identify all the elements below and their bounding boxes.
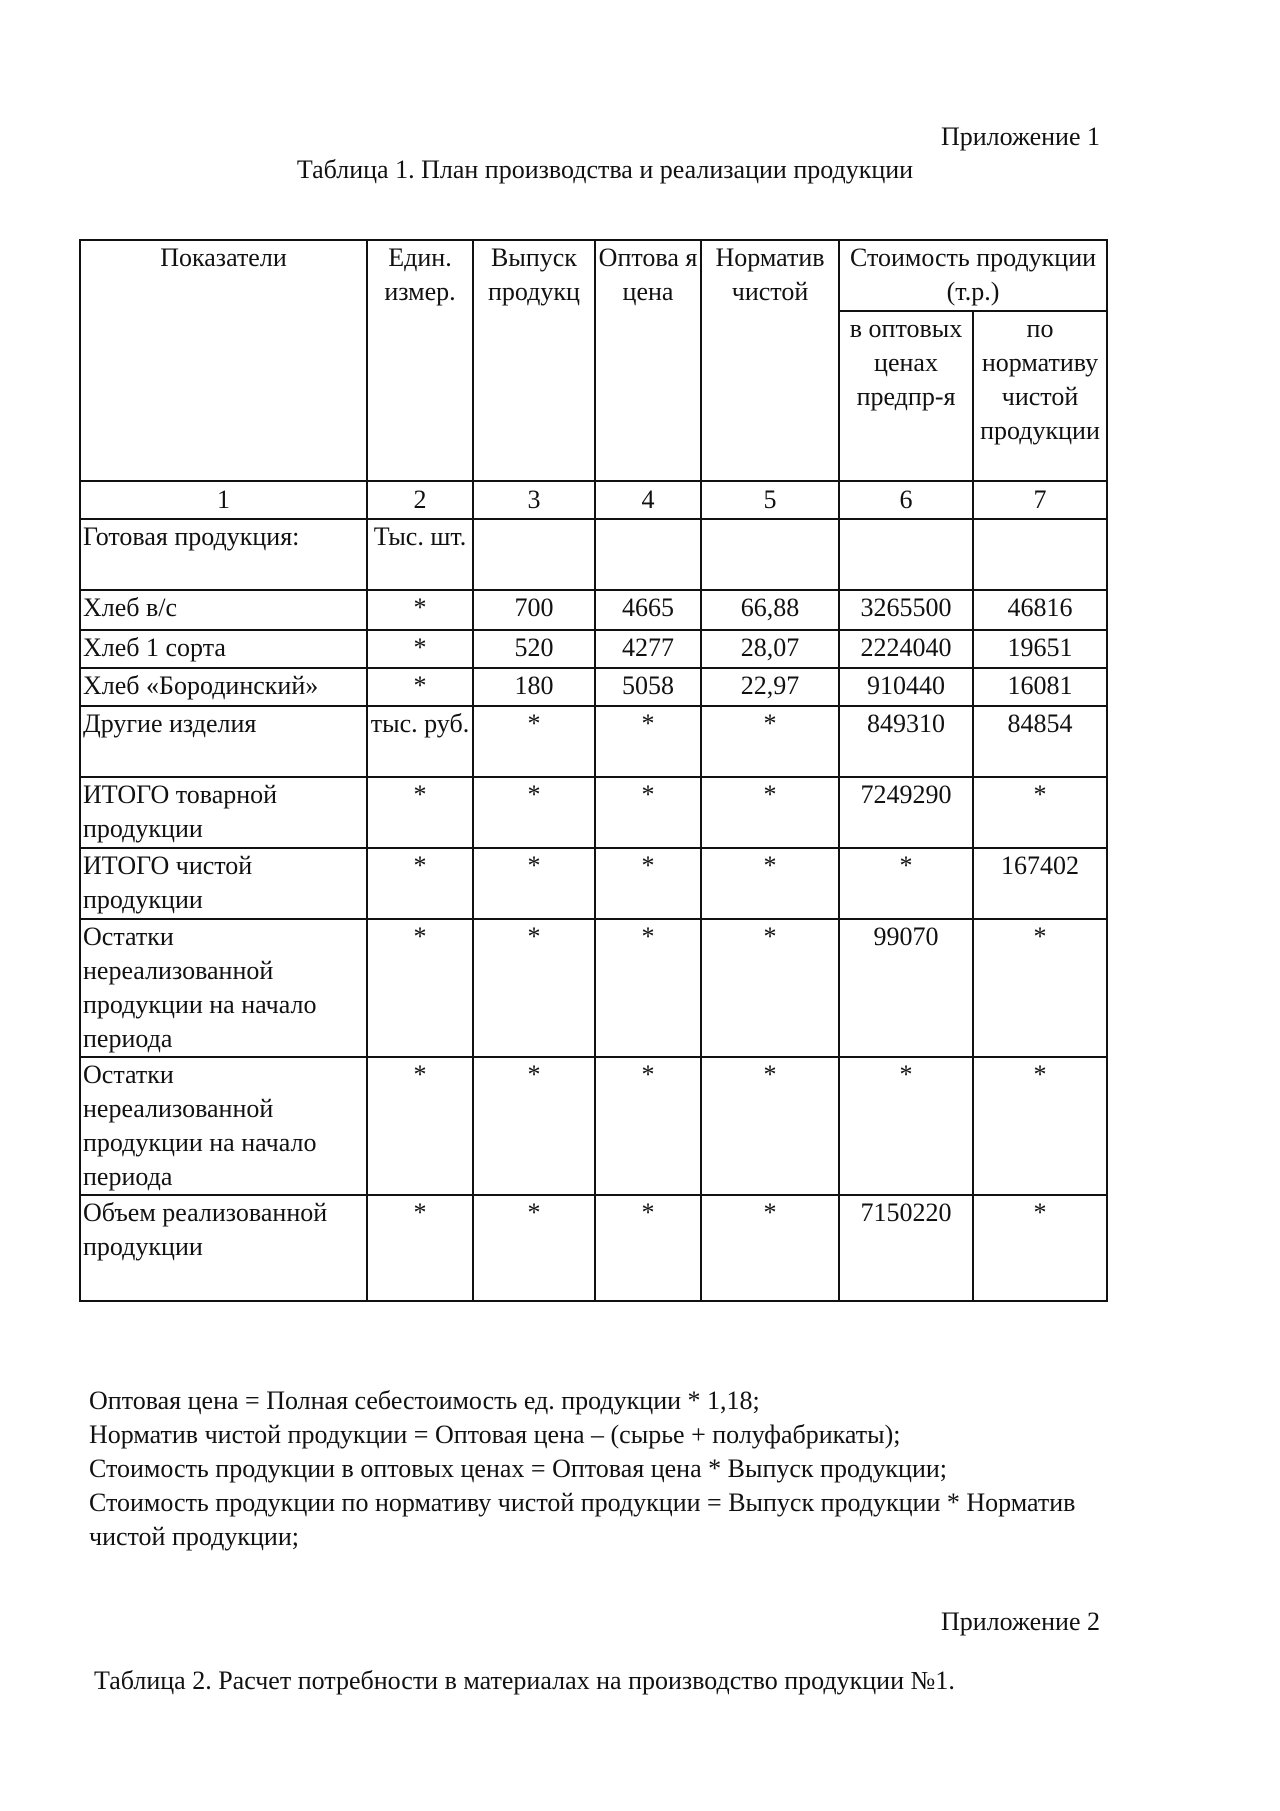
cell-norm: *: [701, 1195, 839, 1301]
table-2-title: Таблица 2. Расчет потребности в материалах на производство продукции №1.: [94, 1666, 955, 1695]
row-name: Хлеб 1 сорта: [80, 630, 367, 668]
cell-cost-norm: *: [973, 777, 1107, 848]
column-number: 6: [839, 481, 973, 519]
appendix-label: Приложение 1: [940, 122, 1100, 151]
appendix-label: Приложение 2: [940, 1607, 1100, 1636]
cell-price: *: [595, 706, 701, 777]
table-row: [80, 668, 1107, 706]
cell-output: *: [473, 777, 595, 848]
cell-unit: *: [367, 668, 473, 706]
formula-notes: [89, 1384, 1099, 1554]
table-row: [80, 777, 1107, 848]
table-row: [80, 1057, 1107, 1195]
header-unit: Един. измер.: [367, 240, 473, 481]
column-number: 5: [701, 481, 839, 519]
cell-norm: *: [701, 706, 839, 777]
cell-output: *: [473, 706, 595, 777]
table-row: [80, 848, 1107, 919]
column-number: 3: [473, 481, 595, 519]
header-cost: Стоимость продукции (т.р.): [839, 240, 1107, 311]
cell-price: *: [595, 919, 701, 1057]
cell-cost-norm: 84854: [973, 706, 1107, 777]
cell-cost-wholesale: 7150220: [839, 1195, 973, 1301]
cell-unit: *: [367, 630, 473, 668]
table-row: [80, 1195, 1107, 1301]
column-number: 2: [367, 481, 473, 519]
header-output: Выпуск продукц: [473, 240, 595, 481]
cell-cost-norm: 46816: [973, 590, 1107, 630]
formula-line: Стоимость продукции в оптовых ценах = Оптовая цена * Выпуск продукции;: [89, 1454, 948, 1483]
row-name: Объем реализованной продукции: [80, 1195, 367, 1301]
cell-unit: тыс. руб.: [367, 706, 473, 777]
cell-price: 5058: [595, 668, 701, 706]
table-row: [80, 590, 1107, 630]
cell-price: *: [595, 1195, 701, 1301]
cell-unit: *: [367, 1195, 473, 1301]
cell-unit: *: [367, 848, 473, 919]
cell-norm: *: [701, 1057, 839, 1195]
header-cost-norm: по нормативу чистой продукции: [973, 311, 1107, 481]
table-header-row: [80, 240, 1107, 311]
cell-output: *: [473, 919, 595, 1057]
row-name: Остатки нереализованной продукции на начало периода: [80, 919, 367, 1057]
cell-unit: *: [367, 590, 473, 630]
cell-norm: 28,07: [701, 630, 839, 668]
cell-norm: *: [701, 848, 839, 919]
cell-output: *: [473, 1195, 595, 1301]
cell-price: 4665: [595, 590, 701, 630]
header-wholesale-price: Оптова я цена: [595, 240, 701, 481]
cell-cost-wholesale: 99070: [839, 919, 973, 1057]
table-row: [80, 919, 1107, 1057]
cell-norm: [701, 519, 839, 590]
cell-output: *: [473, 1057, 595, 1195]
row-name: ИТОГО товарной продукции: [80, 777, 367, 848]
cell-cost-norm: *: [973, 1195, 1107, 1301]
cell-cost-norm: *: [973, 919, 1107, 1057]
cell-cost-wholesale: [839, 519, 973, 590]
header-cost-wholesale: в оптовых ценах предпр-я: [839, 311, 973, 481]
header-indicators: Показатели: [80, 240, 367, 481]
cell-norm: *: [701, 777, 839, 848]
cell-cost-norm: [973, 519, 1107, 590]
cell-output: 180: [473, 668, 595, 706]
cell-unit: *: [367, 919, 473, 1057]
column-number: 1: [80, 481, 367, 519]
cell-cost-wholesale: 3265500: [839, 590, 973, 630]
cell-norm: *: [701, 919, 839, 1057]
formula-line: Стоимость продукции по нормативу чистой продукции = Выпуск продукции * Норматив чистой продукции;: [89, 1488, 1076, 1551]
cell-price: *: [595, 848, 701, 919]
cell-cost-wholesale: 7249290: [839, 777, 973, 848]
table-row: [80, 630, 1107, 668]
cell-output: *: [473, 848, 595, 919]
formula-line: Оптовая цена = Полная себестоимость ед. продукции * 1,18;: [89, 1386, 760, 1415]
cell-norm: 22,97: [701, 668, 839, 706]
cell-cost-norm: 16081: [973, 668, 1107, 706]
cell-price: *: [595, 777, 701, 848]
cell-unit: Тыс. шт.: [367, 519, 473, 590]
cell-cost-wholesale: 849310: [839, 706, 973, 777]
column-number: 7: [973, 481, 1107, 519]
row-name: Остатки нереализованной продукции на начало периода: [80, 1057, 367, 1195]
cell-output: 520: [473, 630, 595, 668]
formula-line: Норматив чистой продукции = Оптовая цена – (сырье + полуфабрикаты);: [89, 1420, 901, 1449]
table-1-title: Таблица 1. План производства и реализации продукции: [296, 155, 914, 184]
cell-output: [473, 519, 595, 590]
cell-cost-norm: 19651: [973, 630, 1107, 668]
cell-cost-norm: 167402: [973, 848, 1107, 919]
cell-price: 4277: [595, 630, 701, 668]
cell-unit: *: [367, 1057, 473, 1195]
table-row: [80, 519, 1107, 590]
cell-cost-wholesale: *: [839, 848, 973, 919]
production-plan-table: [79, 239, 1108, 1302]
cell-cost-wholesale: *: [839, 1057, 973, 1195]
cell-price: [595, 519, 701, 590]
cell-cost-norm: *: [973, 1057, 1107, 1195]
row-name: Хлеб в/с: [80, 590, 367, 630]
row-name: Другие изделия: [80, 706, 367, 777]
row-name: Готовая продукция:: [80, 519, 367, 590]
row-name: ИТОГО чистой продукции: [80, 848, 367, 919]
table-row: [80, 706, 1107, 777]
header-norm: Норматив чистой: [701, 240, 839, 481]
cell-unit: *: [367, 777, 473, 848]
column-number-row: [80, 481, 1107, 519]
cell-cost-wholesale: 2224040: [839, 630, 973, 668]
cell-price: *: [595, 1057, 701, 1195]
row-name: Хлеб «Бородинский»: [80, 668, 367, 706]
cell-output: 700: [473, 590, 595, 630]
cell-norm: 66,88: [701, 590, 839, 630]
cell-cost-wholesale: 910440: [839, 668, 973, 706]
column-number: 4: [595, 481, 701, 519]
